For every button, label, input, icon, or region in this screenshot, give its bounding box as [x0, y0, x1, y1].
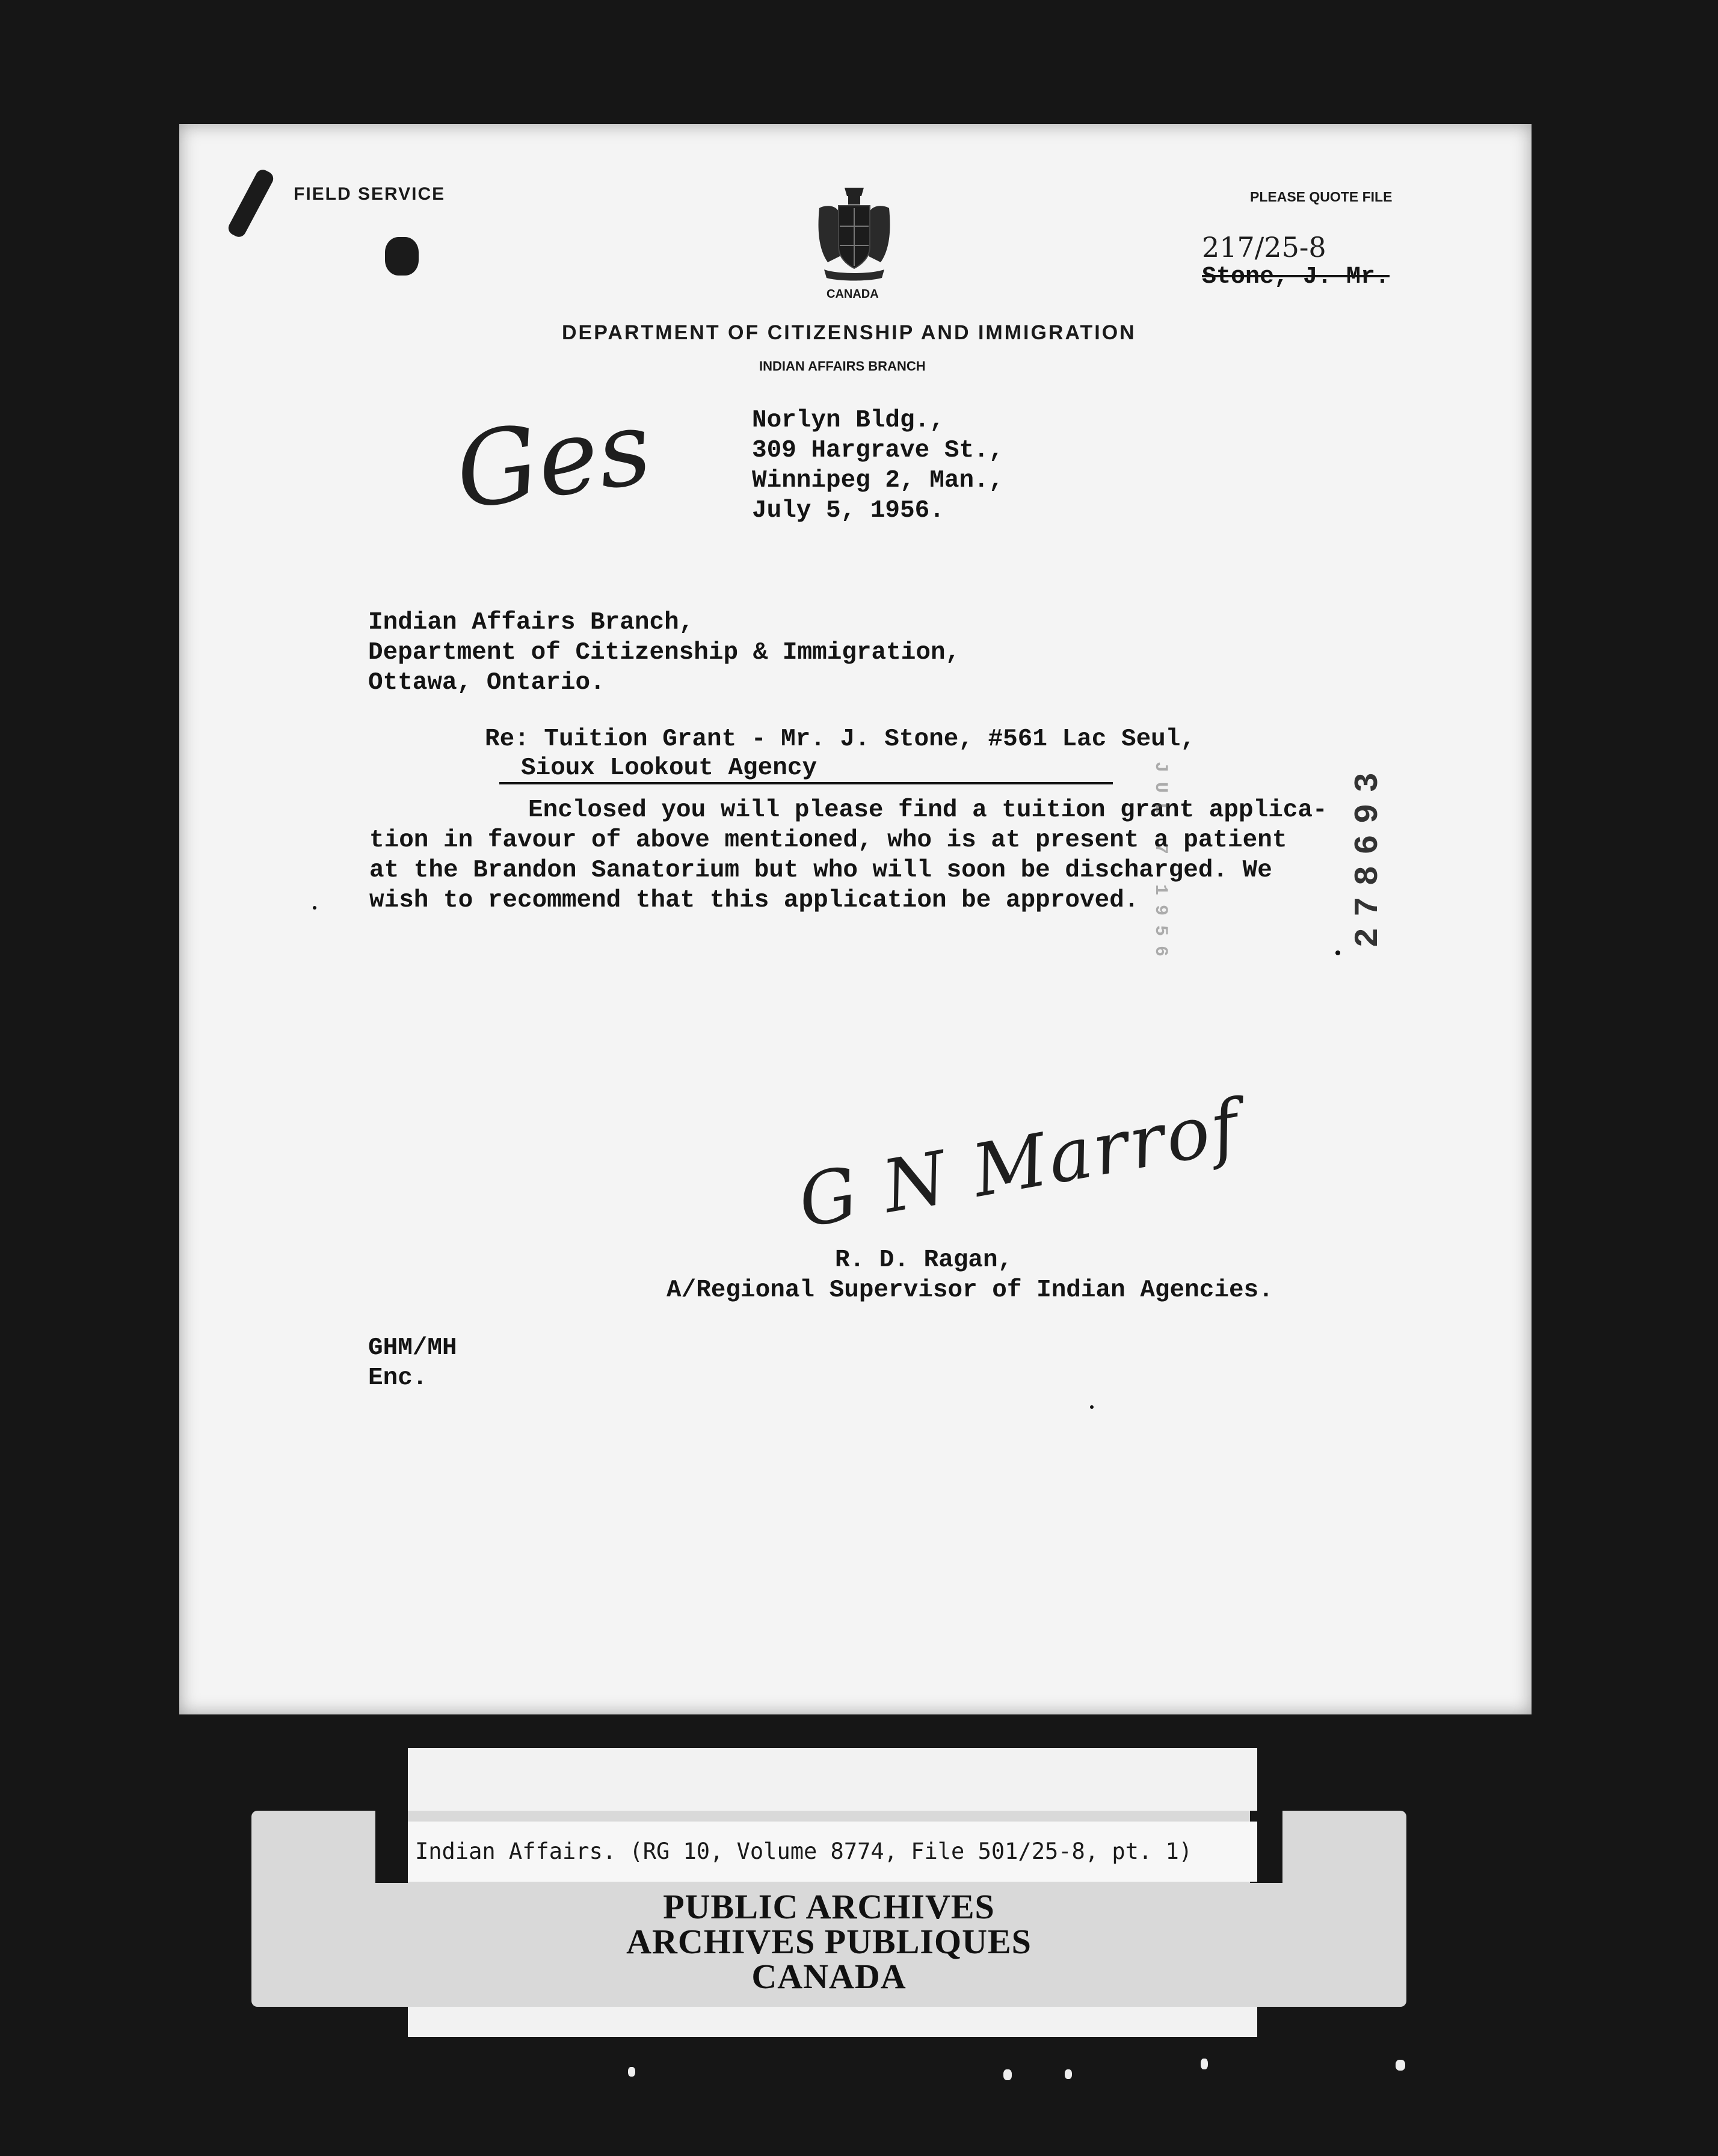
letter-page — [179, 124, 1532, 1714]
crest-label: CANADA — [827, 288, 879, 301]
archive-stamp-line: PUBLIC ARCHIVES — [663, 1887, 995, 1926]
film-speck — [1003, 2069, 1012, 2080]
ink-smudge — [226, 167, 276, 239]
recipient-line: Indian Affairs Branch, — [368, 609, 694, 636]
subject-line: Re: Tuition Grant - Mr. J. Stone, #561 Lac Seul, — [485, 725, 1195, 753]
film-speck — [628, 2067, 635, 2077]
body-line: Enclosed you will please find a tuition grant applica- — [528, 796, 1328, 824]
film-speck — [1396, 2060, 1405, 2071]
archive-caption-box — [408, 1822, 1257, 1882]
sender-address-line: 309 Hargrave St., — [752, 437, 1004, 464]
enclosure-note: Enc. — [368, 1364, 428, 1392]
film-speck — [1065, 2069, 1072, 2079]
speck — [1090, 1405, 1094, 1409]
archive-stamp-line: ARCHIVES PUBLIQUES — [626, 1922, 1032, 1961]
body-line: wish to recommend that this application be approved. — [369, 887, 1139, 914]
letter-date: July 5, 1956. — [752, 497, 944, 525]
handwritten-signature: G N Marrof — [792, 1084, 1248, 1245]
stamp-plate-notch — [375, 1811, 408, 1883]
struck-file-name: Stone, J. Mr. — [1202, 263, 1390, 291]
reference-initials: GHM/MH — [368, 1334, 457, 1362]
subject-agency — [499, 754, 1113, 784]
registry-number-stamp: 278693 — [1349, 762, 1387, 948]
archive-stamp-line: CANADA — [751, 1957, 907, 1996]
film-speck — [1201, 2059, 1208, 2069]
archive-caption: Indian Affairs. (RG 10, Volume 8774, File 501/25-8, pt. 1) — [415, 1838, 1193, 1864]
speck — [313, 906, 316, 910]
ink-blot — [385, 237, 419, 276]
coat-of-arms-icon — [813, 184, 895, 285]
speck — [1335, 950, 1340, 955]
signatory-title: A/Regional Supervisor of Indian Agencies. — [667, 1277, 1273, 1304]
subject-agency-text: Sioux Lookout Agency — [521, 754, 817, 782]
department-heading: DEPARTMENT OF CITIZENSHIP AND IMMIGRATION — [562, 321, 1136, 344]
handwritten-initials: Ges — [448, 387, 658, 533]
body-line: at the Brandon Sanatorium but who will soon be discharged. We — [369, 857, 1272, 884]
sender-address-line: Winnipeg 2, Man., — [752, 467, 1004, 494]
sender-address-line: Norlyn Bldg., — [752, 407, 944, 434]
file-number-handwritten: 217/25-8 — [1202, 231, 1326, 263]
received-date-stamp: JUL 7 1956 — [1150, 762, 1171, 967]
field-service-label: FIELD SERVICE — [294, 184, 446, 204]
body-line: tion in favour of above mentioned, who is at present a patient — [369, 827, 1287, 854]
recipient-line: Department of Citizenship & Immigration, — [368, 639, 961, 667]
branch-heading: INDIAN AFFAIRS BRANCH — [759, 359, 926, 374]
signatory-name: R. D. Ragan, — [835, 1246, 1013, 1274]
recipient-line: Ottawa, Ontario. — [368, 669, 605, 697]
please-quote-file-label: PLEASE QUOTE FILE — [1250, 189, 1393, 205]
